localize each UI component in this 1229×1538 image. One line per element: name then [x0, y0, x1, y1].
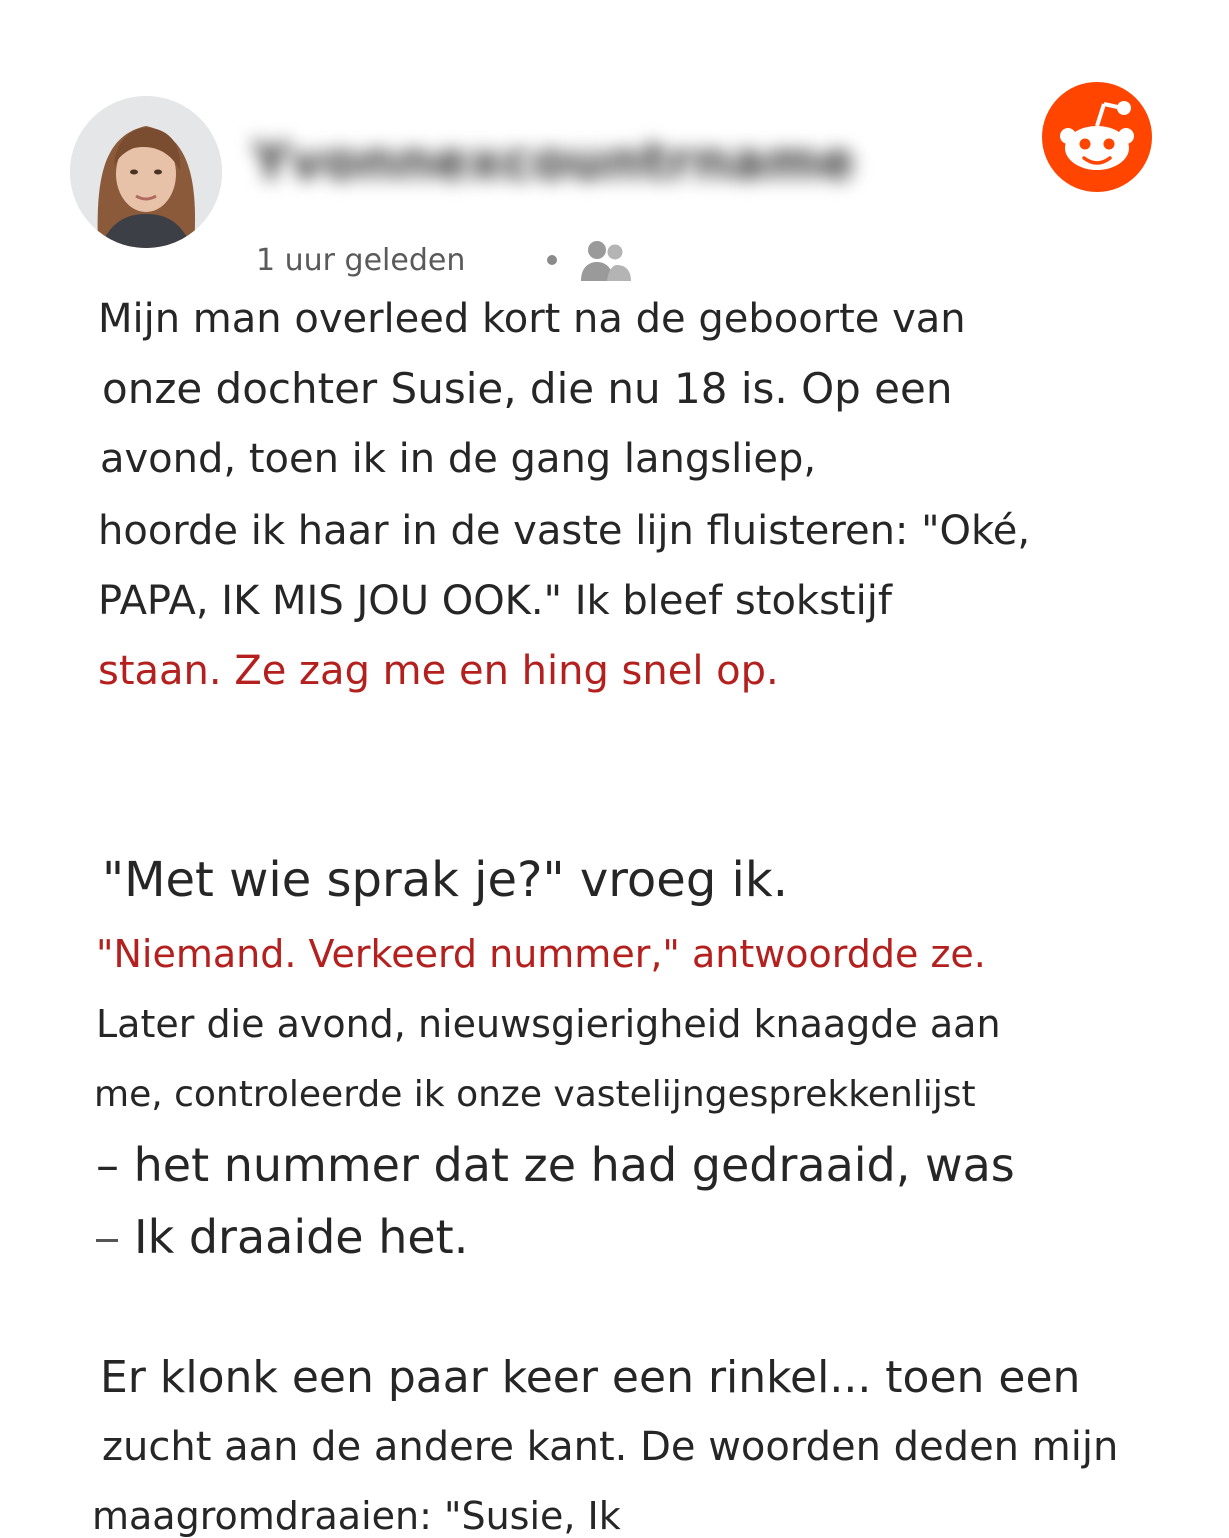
post-text-line-wrapper	[96, 1210, 468, 1264]
username-blurred[interactable]: Yvonnexcountrname	[252, 132, 855, 192]
post-quote-line: "Met wie sprak je?" vroeg ik.	[102, 852, 788, 908]
post-text-line-highlight: staan. Ze zag me en hing snel op.	[98, 648, 779, 694]
post-text-line: me, controleerde ik onze vastelijngesprekkenlijst	[94, 1074, 976, 1115]
avatar[interactable]	[70, 96, 222, 248]
post-text-line: – het nummer dat ze had gedraaid, was	[96, 1138, 1015, 1192]
post-text-line: hoorde ik haar in de vaste lijn fluisteren: "Oké,	[98, 508, 1031, 554]
post-text-line: zucht aan de andere kant. De woorden deden mijn	[102, 1424, 1119, 1470]
separator-dot	[547, 255, 557, 265]
reddit-icon[interactable]	[1042, 82, 1152, 192]
dash-mark	[96, 1239, 118, 1242]
post-text-line: onze dochter Susie, die nu 18 is. Op een	[102, 364, 953, 413]
avatar-photo	[70, 96, 222, 248]
post-text-line: Er klonk een paar keer een rinkel... toen een	[100, 1352, 1081, 1403]
post-time: 1 uur geleden	[256, 242, 466, 278]
post-text-line: PAPA, IK MIS JOU OOK." Ik bleef stokstijf	[98, 578, 892, 624]
post-text-line: maagromdraaien: "Susie, Ik	[92, 1494, 621, 1538]
post-text-line: Mijn man overleed kort na de geboorte van	[98, 296, 966, 342]
post-text-line: Later die avond, nieuwsgierigheid knaagde aan	[96, 1002, 1001, 1046]
post-text-line-highlight: "Niemand. Verkeerd nummer," antwoordde ze.	[96, 932, 986, 976]
friends-icon	[577, 237, 633, 283]
post-meta	[256, 238, 633, 282]
post-text-line: avond, toen ik in de gang langsliep,	[100, 436, 817, 482]
post-text-line: Ik draaide het.	[134, 1210, 469, 1264]
